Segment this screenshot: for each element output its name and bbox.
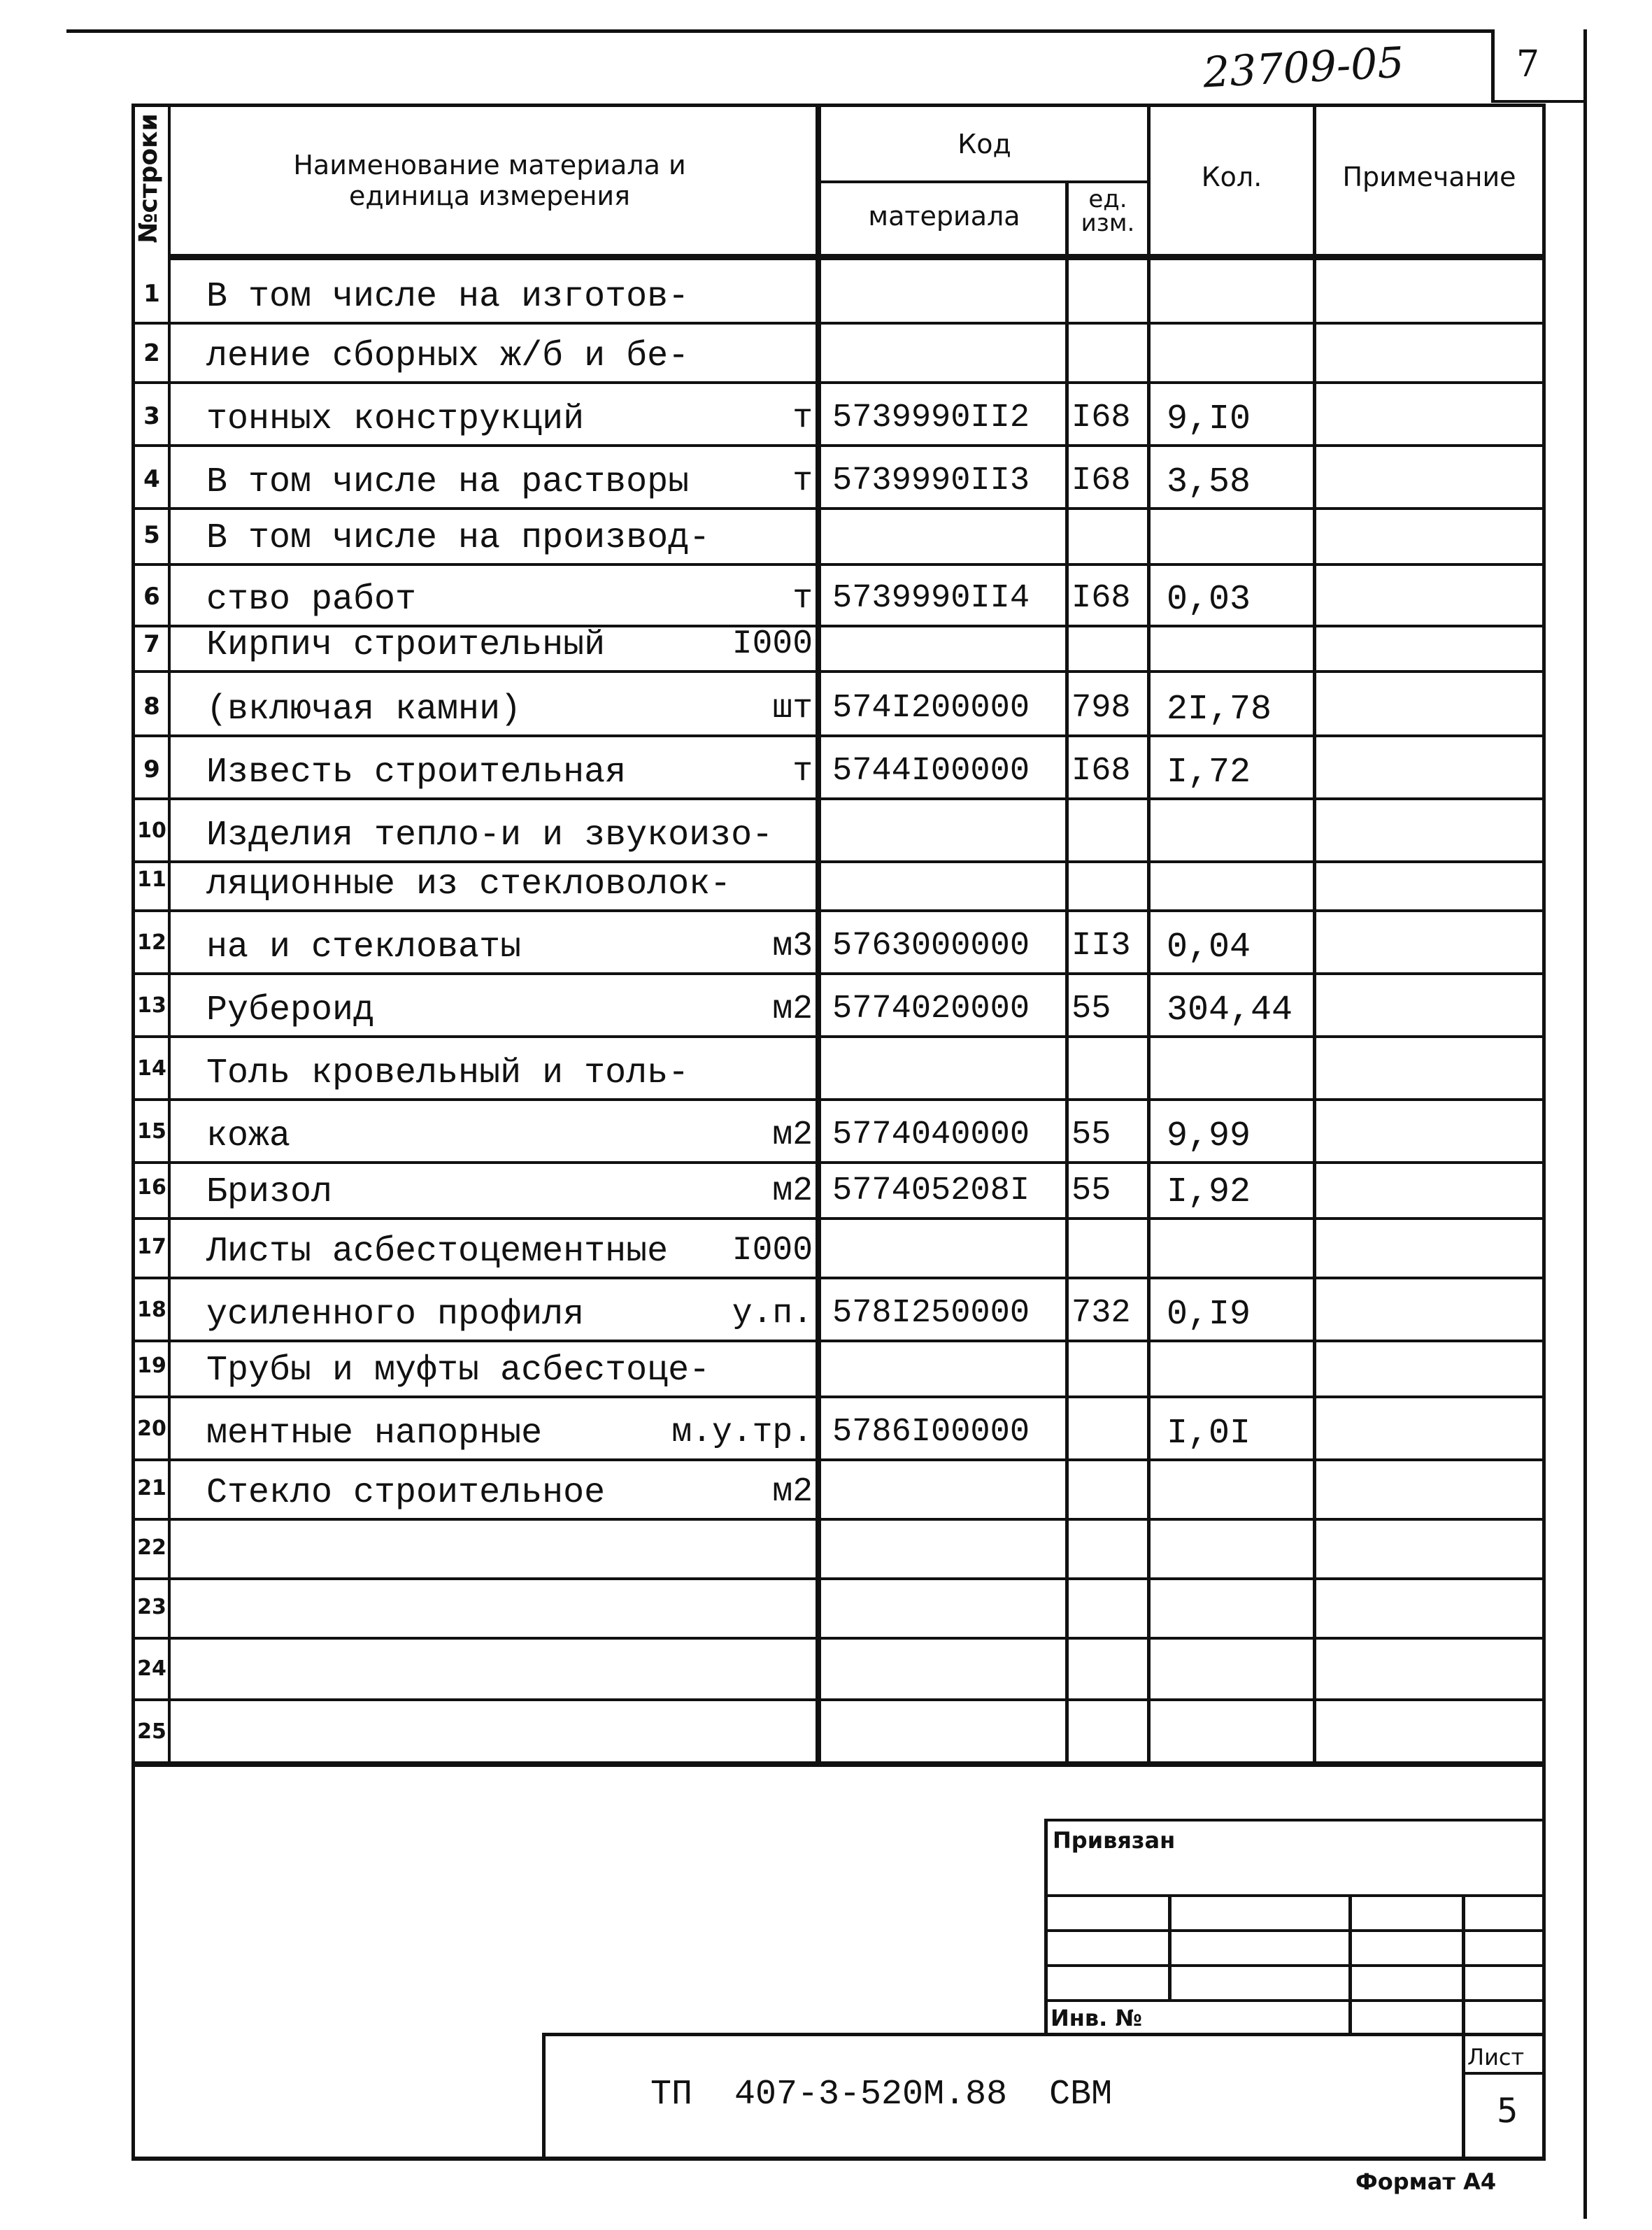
stamp-bound-label: Привязан: [1053, 1827, 1176, 1854]
material-name: ление сборных ж/б и бе-: [206, 336, 690, 376]
table-row: [0, 1458, 1546, 1518]
material-name: Бризол: [206, 1172, 333, 1212]
paper-format: Формат А4: [1355, 2168, 1497, 2195]
material-name: (включая камни): [206, 690, 522, 730]
table-row: [0, 1217, 1546, 1277]
unit-of-measure: т: [792, 462, 813, 500]
material-name: Листы асбестоцементные: [206, 1232, 669, 1272]
table-row: [0, 909, 1546, 972]
row-number: 15: [137, 1119, 166, 1144]
row-number: 7: [143, 630, 160, 658]
material-code: 5739990II3: [832, 462, 1030, 499]
quantity: 9,I0: [1167, 399, 1251, 439]
row-number: 17: [137, 1235, 166, 1259]
stamp-inventory-label: Инв. №: [1051, 2005, 1142, 2031]
row-number: 23: [137, 1595, 166, 1619]
table-row: [0, 1395, 1546, 1458]
header-name: Наименование материала и единица измерения: [293, 150, 686, 211]
header-code-unit: ед. изм.: [1081, 185, 1135, 237]
row-number: 14: [137, 1056, 166, 1081]
quantity: 2I,78: [1167, 690, 1272, 730]
table-row: [0, 444, 1546, 507]
header-code-material: материала: [868, 201, 1020, 232]
table-row: [0, 1098, 1546, 1161]
unit-of-measure: м3: [772, 928, 813, 965]
material-name: тонных конструкций: [206, 399, 585, 439]
table-row: [0, 1035, 1546, 1098]
table-row: [0, 860, 1546, 909]
table-row: [0, 1577, 1546, 1637]
unit-code: I68: [1071, 399, 1131, 436]
row-number: 2: [143, 339, 160, 367]
row-number: 21: [137, 1476, 166, 1500]
header-note: Примечание: [1342, 162, 1516, 192]
material-code: 5739990II2: [832, 399, 1030, 436]
material-name: ство работ: [206, 580, 417, 620]
material-code: 5744I00000: [832, 753, 1030, 790]
unit-of-measure: м2: [772, 1473, 813, 1511]
row-number: 5: [143, 521, 160, 549]
unit-of-measure: м2: [772, 990, 813, 1028]
unit-of-measure: т: [792, 399, 813, 437]
table-row: [0, 1161, 1546, 1217]
quantity: 9,99: [1167, 1116, 1251, 1156]
quantity: 3,58: [1167, 462, 1251, 502]
material-code: 574I200000: [832, 690, 1030, 727]
unit-code: I68: [1071, 462, 1131, 499]
table-row: [0, 625, 1546, 670]
unit-of-measure: I000: [732, 1232, 813, 1270]
material-name: Кирпич строительный: [206, 625, 606, 665]
row-number: 11: [137, 867, 166, 892]
quantity: 0,I9: [1167, 1295, 1251, 1335]
header-row-number: №строки: [134, 113, 163, 243]
material-name: Известь строительная: [206, 753, 627, 793]
row-number: 8: [143, 693, 160, 720]
material-code: 577405208I: [832, 1172, 1030, 1209]
quantity: 0,04: [1167, 928, 1251, 967]
table-row: [0, 563, 1546, 625]
material-code: 5739990II4: [832, 580, 1030, 617]
material-name: Трубы и муфты асбестоце-: [206, 1351, 711, 1391]
row-number: 18: [137, 1298, 166, 1322]
stamp-sheet-number: 5: [1497, 2091, 1518, 2131]
material-name: ляционные из стекловолок-: [206, 865, 732, 904]
stamp-sheet-label: Лист: [1467, 2044, 1525, 2071]
header-code: Код: [957, 129, 1011, 159]
unit-code: II3: [1071, 928, 1131, 965]
table-row: [0, 260, 1546, 322]
table-row: [0, 1340, 1546, 1395]
quantity: I,92: [1167, 1172, 1251, 1212]
table-row: [0, 1637, 1546, 1698]
row-number: 20: [137, 1416, 166, 1441]
header-quantity: Кол.: [1201, 162, 1262, 192]
unit-of-measure: шт: [772, 690, 813, 727]
material-name: Толь кровельный и толь-: [206, 1053, 690, 1093]
material-code: 5763000000: [832, 928, 1030, 965]
material-name: Стекло строительное: [206, 1473, 606, 1513]
table-row: [0, 670, 1546, 734]
row-number: 9: [143, 755, 160, 783]
unit-of-measure: м.у.тр.: [671, 1414, 813, 1451]
row-number: 19: [137, 1354, 166, 1378]
row-number: 3: [143, 402, 160, 430]
table-row: [0, 1518, 1546, 1577]
unit-code: I68: [1071, 753, 1131, 790]
table-row: [0, 1698, 1546, 1761]
page-number: 7: [1516, 43, 1540, 85]
unit-code: 732: [1071, 1295, 1131, 1332]
table-row: [0, 381, 1546, 444]
material-name: кожа: [206, 1116, 291, 1156]
material-code: 5774040000: [832, 1116, 1030, 1153]
row-number: 22: [137, 1535, 166, 1560]
material-name: В том числе на изготов-: [206, 277, 690, 317]
unit-code: 55: [1071, 1116, 1111, 1153]
unit-of-measure: м2: [772, 1116, 813, 1154]
unit-of-measure: т: [792, 580, 813, 618]
row-number: 1: [143, 280, 160, 308]
material-name: В том числе на растворы: [206, 462, 690, 502]
row-number: 4: [143, 465, 160, 493]
table-row: [0, 507, 1546, 563]
row-number: 24: [137, 1656, 166, 1681]
table-row: [0, 1277, 1546, 1340]
table-row: [0, 972, 1546, 1035]
unit-of-measure: т: [792, 753, 813, 790]
quantity: I,72: [1167, 753, 1251, 793]
row-number: 13: [137, 993, 166, 1018]
material-name: Изделия тепло-и и звукоизо-: [206, 816, 774, 855]
row-number: 16: [137, 1175, 166, 1200]
unit-code: 55: [1071, 990, 1111, 1028]
unit-code: 55: [1071, 1172, 1111, 1209]
material-code: 5774020000: [832, 990, 1030, 1028]
material-code: 578I250000: [832, 1295, 1030, 1332]
stamp-designation: ТП 407-3-520М.88 СВМ: [650, 2075, 1113, 2115]
material-name: ментные напорные: [206, 1414, 543, 1454]
quantity: 0,03: [1167, 580, 1251, 620]
row-number: 12: [137, 930, 166, 955]
document-number: 23709-05: [1202, 38, 1406, 98]
row-number: 6: [143, 583, 160, 611]
material-name: на и стекловаты: [206, 928, 522, 967]
material-code: 5786I00000: [832, 1414, 1030, 1451]
unit-of-measure: м2: [772, 1172, 813, 1210]
material-name: Рубероид: [206, 990, 375, 1030]
unit-of-measure: у.п.: [732, 1295, 813, 1333]
material-name: усиленного профиля: [206, 1295, 585, 1335]
row-number: 25: [137, 1719, 166, 1744]
table-row: [0, 322, 1546, 381]
table-row: [0, 797, 1546, 860]
unit-of-measure: I000: [732, 625, 813, 663]
table-row: [0, 734, 1546, 797]
unit-code: I68: [1071, 580, 1131, 617]
material-name: В том числе на производ-: [206, 518, 711, 558]
quantity: 304,44: [1167, 990, 1293, 1030]
unit-code: 798: [1071, 690, 1131, 727]
row-number: 10: [137, 818, 166, 843]
quantity: I,0I: [1167, 1414, 1251, 1454]
